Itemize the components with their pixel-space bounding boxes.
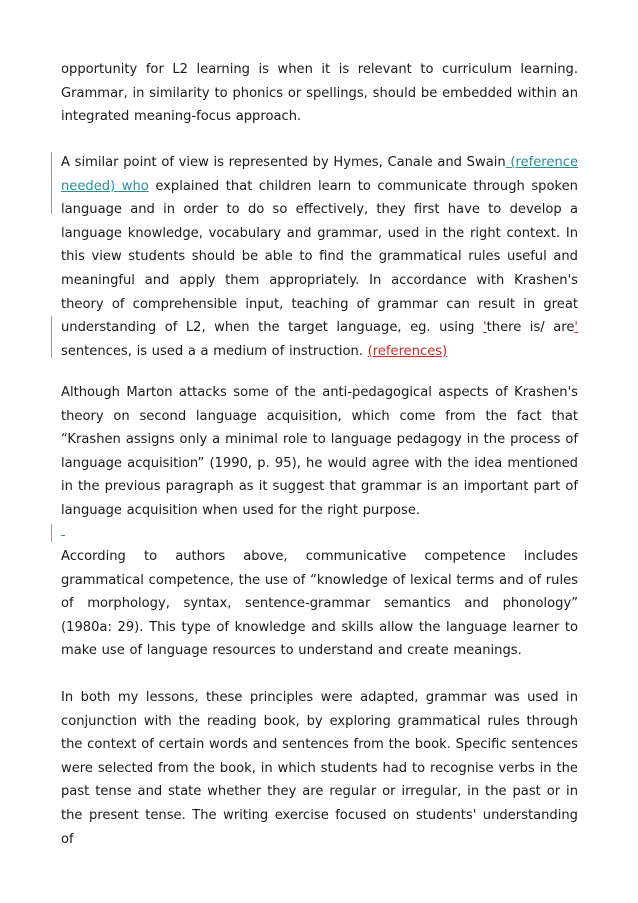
paragraph-2-ending: sentences, is used a a medium of instruction. [61, 343, 368, 359]
quote-close-mark: ' [574, 320, 578, 336]
reference-needed-link[interactable]: (reference needed) who [61, 155, 578, 194]
quote-open-mark: ' [483, 320, 487, 336]
change-bar-1 [51, 152, 52, 214]
paragraph-5: In both my lessons, these principles were adapted, grammar was used in conjunction with the reading book, by exploring grammatical rules through the context of certain words and sentences from the book. Specific sentences were selected from the book, in which students had to recognise verbs in the past tense and state whether they are regular or irregular, in the past or in the present tense. The writing exercise focused on students' understanding of [61, 690, 578, 847]
change-bar-3 [51, 524, 52, 542]
inserted-mark [61, 535, 65, 536]
references-link[interactable]: (references) [367, 343, 448, 359]
paragraph-3: Although Marton attacks some of the anti-pedagogical aspects of Krashen's theory on second language acquisition, which come from the fact that “Krashen assigns only a minimal role to language pedagogy in the process of language acquisition” (1990, p. 95), he would agree with the idea mentioned in the previous paragraph as it suggest that grammar is an important part of language acquisition when used for the right purpose. [61, 385, 578, 518]
paragraph-2 [61, 151, 578, 363]
paragraph-1: opportunity for L2 learning is when it is relevant to curriculum learning. Grammar, in similarity to phonics or spellings, should be embedded within an integrated meaning-focus approach. [61, 62, 578, 125]
paragraph-2-intro: A similar point of view is represented by Hymes, Canale and Swain [61, 155, 506, 170]
change-bar-2 [51, 316, 52, 358]
paragraph-2-body: explained that children learn to communicate through spoken language and in order to do so effectively, they first have to develop a language knowledge, vocabulary and grammar, used in the right context. In this view students should be able to find the grammatical rules useful and meaningful and apply them appropriately. In accordance with Krashen's theory of comprehensible input, teaching of grammar can result in great understanding of L2, when the target language, eg. using [61, 178, 578, 336]
paragraph-4: According to authors above, communicative competence includes grammatical competence, the use of “knowledge of lexical terms and of rules of morphology, syntax, sentence-grammar semantics and phonology” (1980a: 29). This type of knowledge and skills allow the language learner to make use of language resources to understand and create meanings. [61, 549, 578, 659]
quoted-phrase: there is/ are [486, 320, 575, 336]
